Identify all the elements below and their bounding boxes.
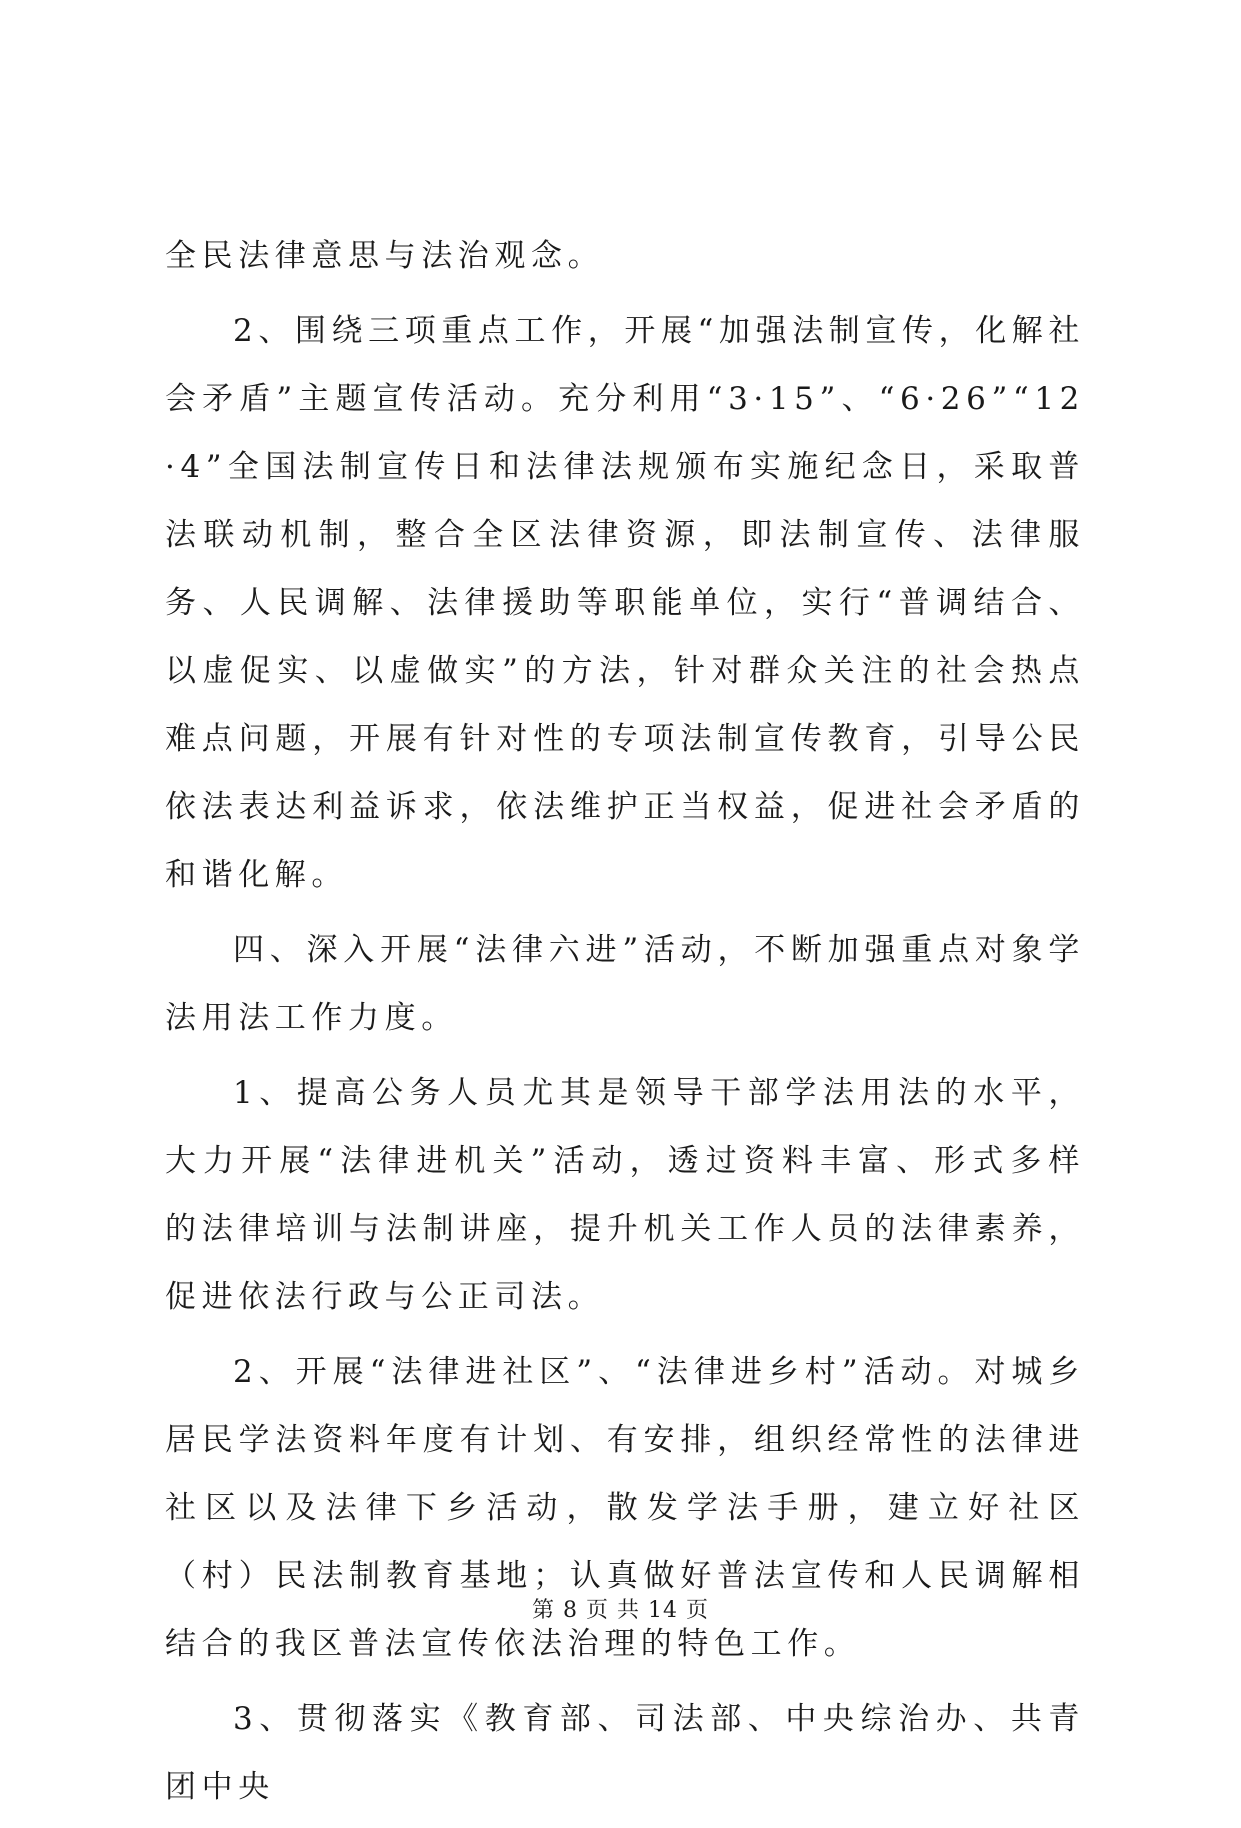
- paragraph-item-2-community: 2、开展“法律进社区”、“法律进乡村”活动。对城乡居民学法资料年度有计划、有安排，组织经常性的法律进社区以及法律下乡活动，散发学法手册，建立好社区（村）民法制教育基地；认真做好普法宣传和人民调解相结合的我区普法宣传依法治理的特色工作。: [165, 1354, 1085, 1662]
- paragraph-item-3-education: 3、贯彻落实《教育部、司法部、中央综治办、共青团中央: [165, 1701, 1085, 1805]
- page-number-footer: 第 8 页 共 14 页: [532, 1598, 709, 1623]
- paragraph-item-1-officials: 1、提高公务人员尤其是领导干部学法用法的水平，大力开展“法律进机关”活动，透过资料丰富、形式多样的法律培训与法制讲座，提升机关工作人员的法律素养，促进依法行政与公正司法。: [165, 1075, 1085, 1315]
- paragraph-item-2-publicity: 2、围绕三项重点工作，开展“加强法制宣传，化解社会矛盾”主题宣传活动。充分利用“3·15”、“6·26”“12·4”全国法制宣传日和法律法规颁布实施纪念日，采取普法联动机制，整合全区法律资源，即法制宣传、法律服务、人民调解、法律援助等职能单位，实行“普调结合、以虚促实、以虚做实”的方法，针对群众关注的社会热点难点问题，开展有针对性的专项法制宣传教育，引导公民依法表达利益诉求，依法维护正当权益，促进社会矛盾的和谐化解。: [165, 313, 1085, 893]
- paragraph-continuation: 全民法律意思与法治观念。: [165, 238, 605, 274]
- section-heading-four: 四、深入开展“法律六进”活动，不断加强重点对象学法用法工作力度。: [165, 932, 1085, 1036]
- document-body: [165, 222, 1085, 1828]
